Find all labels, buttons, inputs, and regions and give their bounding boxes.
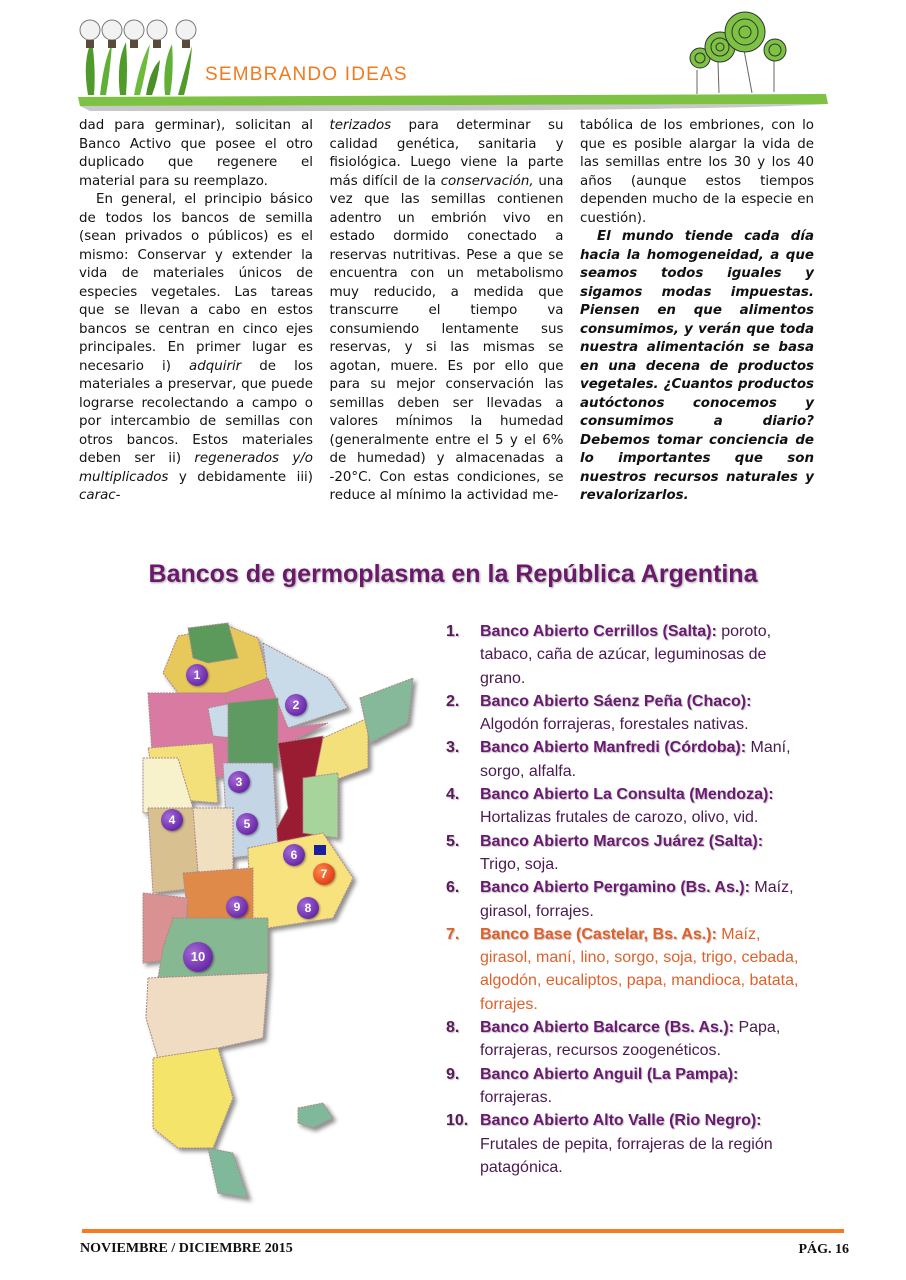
footer-divider — [82, 1229, 844, 1233]
article-column-3 — [580, 117, 814, 506]
list-item: 3. Banco Abierto Manfredi (Córdoba): Maní, sorgo, alfalfa. — [446, 739, 791, 780]
paragraph: dad para germinar), solicitan al Banco Activo que posee el otro duplicado que regenere el material para su reemplazo. — [79, 118, 313, 189]
map-marker-3[interactable]: 3 — [228, 771, 250, 793]
article-column-1 — [79, 117, 313, 506]
paragraph: En general, el principio básico de todos los bancos de semilla (sean privados o públicos) es el mismo: Conservar y extender la vida de materiales únicos de especies vegetales. Las tareas que se llevan a cabo en estos bancos se centran en cinco ejes principales. En primer lugar es necesario i) adquirir de los materiales a preservar, que puede lograrse recolectando a campo o por intercambio de semillas con otros bancos. Estos materiales deben ser ii) regenerados y/o multiplicados y debidamente iii) carac- — [79, 192, 313, 503]
paragraph: terizados para determinar su calidad genética, sanitaria y fisiológica. Luego viene la parte más difícil de la conservación, una vez que las semillas contienen adentro un embrión vivo en estado dormido conectado a reservas nutritivas. Pese a que se encuentra con un metabolismo muy reducido, a medida que transcurre el tiempo va consumiendo lentamente sus reservas, y si las mismas se agotan, muere. Es por ello que para su mejor conservación las semillas deben ser llevadas a valores mínimos la humedad (generalmente entre el 5 y el 6% de humedad) y almacenadas a -20°C. Con estas condiciones, se reduce al mínimo la actividad me- — [329, 118, 564, 503]
lightbulb-sprouts-icon — [80, 20, 196, 95]
list-item: 2. Banco Abierto Sáenz Peña (Chaco): Algodón forrajeras, forestales nativas. — [446, 692, 752, 734]
list-item: 9. Banco Abierto Anguil (La Pampa): forrajeras. — [446, 1065, 739, 1106]
list-item: 10. Banco Abierto Alto Valle (Rio Negro): Frutales de pepita, forrajeras de la región patagónica. — [446, 1112, 773, 1176]
list-item: 8. Banco Abierto Balcarce (Bs. As.): Papa, forrajeras, recursos zoogenéticos. — [446, 1019, 781, 1060]
map-marker-10[interactable]: 10 — [183, 942, 213, 972]
header-artwork — [0, 0, 906, 115]
map-marker-8[interactable]: 8 — [297, 897, 319, 919]
highlight-paragraph: El mundo tiende cada día hacia la homogeneidad, a que seamos todos iguales y sigamos modas impuestas. Piensen en que alimentos consumimos, y verán que toda nuestra alimentación se basa en una decena de productos vegetales. ¿Cuantos productos autóctonos conocemos y consumimos a diario? Debemos tomar conciencia de lo importantes que son nuestros recursos naturales y revalorizarlos. — [580, 229, 814, 503]
article-column-2 — [330, 117, 564, 506]
list-item: 4. Banco Abierto La Consulta (Mendoza): Hortalizas frutales de carozo, olivo, vid. — [446, 786, 774, 827]
spiral-trees-icon — [690, 12, 786, 94]
section-title: Bancos de germoplasma en la República Argentina — [148, 560, 758, 588]
magazine-brand: SEMBRANDO IDEAS — [205, 64, 408, 85]
article-columns — [79, 117, 814, 506]
page-header — [0, 0, 906, 115]
map-marker-6[interactable]: 6 — [283, 844, 305, 866]
map-marker-9[interactable]: 9 — [226, 896, 248, 918]
list-item: 6. Banco Abierto Pergamino (Bs. As.): Maíz, girasol, forrajes. — [446, 879, 794, 920]
list-item-base-bank: 7. Banco Base (Castelar, Bs. As.): Maíz, girasol, maní, lino, sorgo, soja, trigo, cebada, algodón, eucaliptos, papa, mandioca, batata, forrajes. — [446, 925, 799, 1013]
map-marker-2[interactable]: 2 — [285, 694, 307, 716]
argentina-map — [138, 618, 448, 1218]
germplasm-bank-list — [446, 620, 806, 1179]
list-item: 1. Banco Abierto Cerrillos (Salta): poroto, tabaco, caña de azúcar, leguminosas de grano. — [446, 623, 772, 687]
list-item: 5. Banco Abierto Marcos Juárez (Salta): Trigo, soja. — [446, 832, 764, 873]
map-marker-4[interactable]: 4 — [161, 809, 183, 831]
page-number: PÁG. 16 — [798, 1242, 849, 1257]
paragraph: tabólica de los embriones, con lo que es posible alargar la vida de las semillas entre los 30 y los 40 años (aunque estos tiempos dependen mucho de la especie en cuestión). — [580, 118, 814, 226]
issue-date: NOVIEMBRE / DICIEMBRE 2015 — [80, 1241, 293, 1256]
map-marker-5[interactable]: 5 — [236, 813, 258, 835]
map-marker-7[interactable]: 7 — [313, 863, 335, 885]
map-marker-1[interactable]: 1 — [186, 664, 208, 686]
